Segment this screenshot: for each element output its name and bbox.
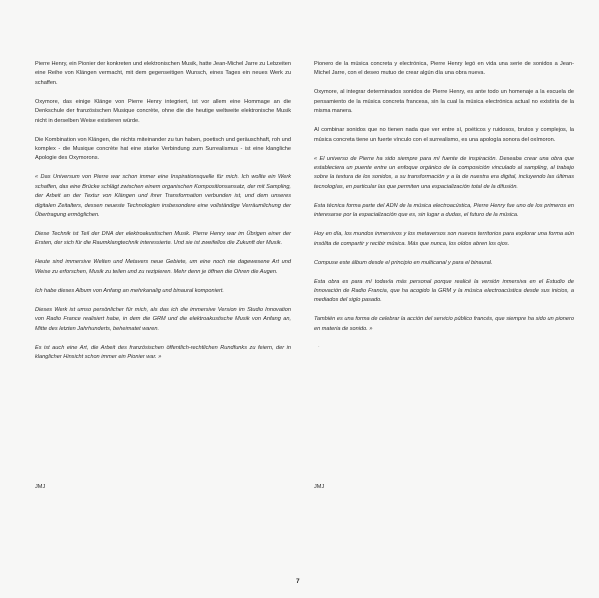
signature: JMJ [314, 484, 325, 490]
quote-paragraph: « El universo de Pierre ha sido siempre para mí fuente de inspiración. Deseaba crear una obra que estableciera un puente entre un enfoque orgánico de la composición vinculado al sampling, al trabajo sobre la textura de los sonidos, a su transformación y a la de nuestra era digital, incluyendo las últimas tecnologías, en particular las que permiten una espacialización total de la difusión. [314, 155, 574, 190]
paragraph: Oxymore, al integrar determinados sonidos de Pierre Henry, es ante todo un homenaje a la escuela de pensamiento de la música concreta francesa, sin la cual la música electrónica actual no existiría de la misma manera. [314, 89, 574, 115]
quote-paragraph: Hoy en día, los mundos inmersivos y los metaversos son nuevos territorios para explorar una forma aún insólita de compartir y recibir música. Más que nunca, los oídos abren los ojos. [314, 231, 574, 247]
paragraph: Oxymore, das einige Klänge von Pierre Henry integriert, ist vor allem eine Hommage an die Denkschule der französischen Musique concrète, ohne die die heutige weltweite elektronische Musik nicht in derselben Weise existieren würde. [35, 98, 291, 124]
scan-speck: · [318, 344, 320, 350]
paragraph: Die Kombination von Klängen, die nichts miteinander zu tun haben, poetisch und geräuschhaft, roh und komplex - die Musique concrète hat eine starke Verbindung zum Surrealismus - ist eine klangliche Apologie des Oxymorons. [35, 136, 291, 162]
quote-paragraph: « Das Universum von Pierre war schon immer eine Inspirationsquelle für mich. Ich wollte ein Werk schaffen, das eine Brücke schlägt zwischen einem organischen Kompositionsansatz, der mit Sampling, der Arbeit an der Textur von Klängen und ihrer Transformation verbunden ist, und dem unseres digitalen Zeitalters, dessen neueste Technologien insbesondere eine vollständige Verräumlichung der Übertragung ermöglichen. [35, 174, 291, 219]
quote-paragraph: También es una forma de celebrar la acción del servicio público francés, que siempre ha sido un pionero en materia de sonido. » [314, 316, 574, 332]
quote-paragraph: Esta obra es para mí todavía más personal porque realicé la versión inmersiva en el Estudio de Innovación de Radio Francia, que ha acogido la GRM y la música electroacústica desde sus inicios, a mediados del siglo pasado. [314, 278, 574, 304]
paragraph: Al combinar sonidos que no tienen nada que ver entre sí, poéticos y ruidosos, brutos y complejos, la música concreta tiene un fuerte vínculo con el surrealismo, es una apología sonora del oxímoron. [314, 127, 574, 143]
quote-paragraph: Esta técnica forma parte del ADN de la música electroacústica, Pierre Henry fue uno de los primeros en interesarse por la espacialización que es, sin lugar a dudas, el futuro de la música. [314, 202, 574, 219]
paragraph: Pierre Henry, ein Pionier der konkreten und elektronischen Musik, hatte Jean-Michel Jarre zu Lebzeiten eine Reihe von Klängen vermacht, mit dem gegenseitigen Wunsch, eines Tages ein neues Werk zu schaffen. [35, 61, 291, 86]
quote-paragraph: Heute sind immersive Welten und Metavers neue Gebiete, um eine noch nie dagewesene Art und Weise zu erforschen, Musik zu teilen und zu rezipieren. Mehr denn je öffnen die Ohren die Augen. [35, 259, 291, 275]
spanish-text-column [314, 60, 574, 344]
page-number: 7 [296, 578, 300, 585]
paragraph: Pionero de la música concreta y electrónica, Pierre Henry legó en vida una serie de sonidos a Jean-Michel Jarre, con el deseo mutuo de crear algún día una obra nueva. [314, 61, 574, 77]
quote-paragraph: Ich habe dieses Album von Anfang an mehrkanalig und binaural komponiert. [35, 287, 224, 294]
quote-paragraph: Dieses Werk ist umso persönlicher für mich, als das ich die immersive Version im Studio Innovation von Radio France realisiert habe, in dem die GRM und die elektroakustische Musik von Anfang an, Mitte des letzten Jahrhunderts, beheimatet waren. [35, 306, 291, 332]
quote-paragraph: Diese Technik ist Teil der DNA der elektroakustischen Musik. Pierre Henry war im Übrigen einer der Ersten, der sich für die Raumklangtechnik interessierte. Und sie ist zweifellos die Zukunft der Musik. [35, 231, 291, 247]
quote-paragraph: Compuse este álbum desde el principio en multicanal y para el binaural. [314, 259, 493, 266]
german-text-column [35, 60, 291, 372]
quote-paragraph: Es ist auch eine Art, die Arbeit des französischen öffentlich-rechtlichen Rundfunks zu feiern, der in klanglicher Hinsicht schon immer ein Pionier war. » [35, 344, 291, 361]
signature: JMJ [35, 484, 46, 490]
